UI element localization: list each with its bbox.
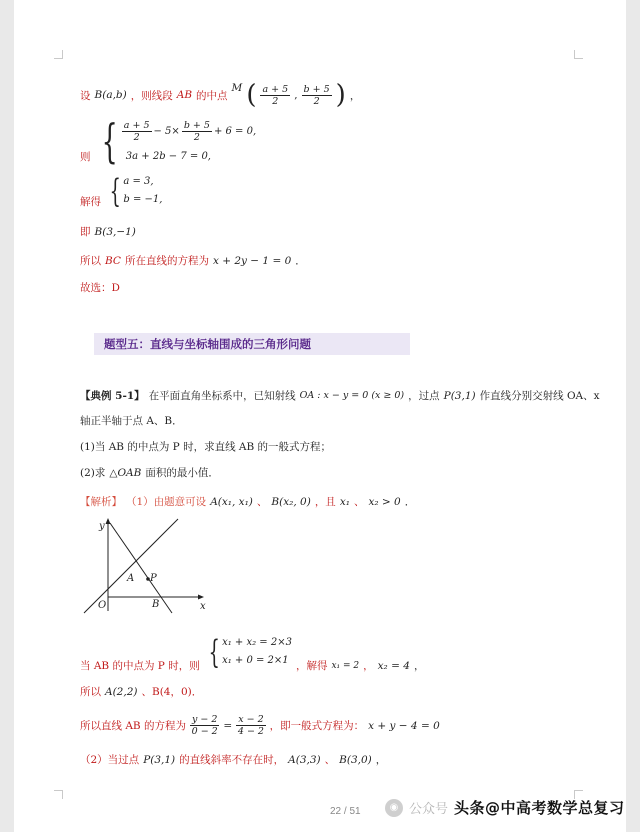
fraction: $\frac{a + 5}{2}$	[262, 83, 289, 107]
system-row: x₁ + 0 = 2×1	[222, 655, 289, 667]
text: 的中点	[196, 89, 228, 102]
example-question-2: (2)求 △OAB 面积的最小值．	[80, 466, 219, 479]
coordinate-graph	[80, 515, 210, 615]
analysis-line: 【解析】 （1）由题意可设 A(x₁, x₁) 、 B(x₂, 0) ，且 x₁ 、 x₂ > 0 ．	[80, 495, 416, 508]
watermark	[385, 797, 625, 818]
system-row: 3a + 2b − 7 = 0,	[125, 151, 211, 162]
line-answer: 故选：D	[80, 282, 120, 294]
text: ，	[349, 89, 361, 102]
crop-mark-top-left	[54, 50, 63, 59]
line-ab	[110, 523, 172, 613]
line-point-b: 即 B(3,−1)	[80, 225, 136, 238]
document-page	[14, 0, 626, 832]
line-system-2	[80, 172, 162, 209]
line-midpoint-system: 当 AB 的中点为 P 时，则 { x₁ + x₂ = 2×3 x₁ + 0 = 2×1 ，解得 x₁ = 2 ， x₂ = 4 ，	[80, 632, 425, 672]
line-part-2: （2）当过点 P(3,1) 的直线斜率不存在时， A(3,3) 、 B(3,0) ，	[80, 753, 387, 766]
math-point-p: P(3,1)	[443, 389, 476, 402]
watermark-text: 头条@中高考数学总复习	[454, 799, 625, 817]
system-row: $\frac{a + 5}{2}$ − 5× $\frac{b + 5}{2}$ + 6 = 0,	[123, 120, 257, 143]
page-number: 22 / 51	[330, 806, 361, 817]
label-y: y	[99, 521, 105, 532]
comma: ,	[294, 89, 298, 101]
text: 设	[80, 89, 91, 102]
label-b: B	[152, 599, 160, 610]
section-heading: 题型五：直线与坐标轴围成的三角形问题	[94, 333, 410, 355]
x-axis-arrow-icon	[198, 595, 204, 600]
system-row: a = 3,	[123, 176, 154, 187]
equation-system	[204, 632, 292, 671]
label-o: O	[98, 600, 107, 611]
fraction: $\frac{y - 2}{0 - 2}$	[191, 714, 218, 737]
y-axis-arrow-icon	[106, 518, 111, 524]
ray-oa	[84, 519, 178, 613]
brace-icon: {	[101, 114, 118, 168]
math-point-b: B(a,b)	[94, 89, 127, 101]
label-p: P	[150, 573, 157, 584]
brace-icon: {	[109, 171, 121, 210]
line-system-1	[80, 114, 257, 168]
analysis-tag: 【解析】	[80, 496, 122, 508]
math-triangle: △OAB	[109, 466, 142, 479]
label-a: A	[127, 573, 135, 584]
line-ab-equation: 所以直线 AB 的方程为 $\frac{y - 2}{0 - 2}$ = $\frac{x - 2}{4 - 2}$ ，即一般式方程为： x + y − 4 = 0	[80, 714, 440, 737]
example-line-2: 轴正半轴于点 A、B．	[80, 415, 183, 427]
math-point-b: B(3,−1)	[94, 225, 136, 238]
math-equation: x + 2y − 1 = 0	[212, 254, 292, 267]
line-points-ab: 所以 A(2,2) 、B(4，0)．	[80, 685, 203, 698]
system-row: x₁ + x₂ = 2×3	[222, 636, 292, 648]
line-midpoint	[80, 80, 360, 110]
label-x: x	[200, 601, 206, 612]
fraction: $\frac{b + 5}{2}$	[303, 83, 330, 107]
text: 则	[80, 150, 91, 163]
brace-icon: {	[208, 632, 220, 671]
text: 解得	[80, 196, 101, 208]
paren-right: )	[335, 80, 346, 110]
math-ray: OA : x − y = 0 (x ≥ 0)	[299, 390, 405, 401]
example-question-1: (1)当 AB 的中点为 P 时，求直线 AB 的一般式方程；	[80, 441, 332, 453]
fraction: $\frac{x - 2}{4 - 2}$	[237, 714, 264, 737]
wechat-icon: ◉	[385, 799, 403, 817]
crop-mark-top-right	[574, 50, 583, 59]
math-m: M	[231, 82, 243, 94]
crop-mark-bottom-left	[54, 790, 63, 799]
line-bc-equation: 所以 BC 所在直线的方程为 x + 2y − 1 = 0 ．	[80, 254, 306, 267]
example-tag: 【典例 5-1】	[80, 390, 145, 402]
system-row: b = −1,	[123, 194, 163, 205]
equation-system	[95, 114, 257, 168]
paren-left: (	[246, 80, 257, 110]
watermark-source: 公众号	[409, 802, 449, 817]
example-line-1: 【典例 5-1】 在平面直角坐标系中，已知射线 OA : x − y = 0 (x ≥ 0) ，过点 P(3,1) 作直线分别交射线 OA、x	[80, 389, 600, 402]
math-ab: AB	[176, 89, 193, 101]
equation-system	[105, 171, 163, 210]
text: ，则线段	[130, 89, 173, 102]
